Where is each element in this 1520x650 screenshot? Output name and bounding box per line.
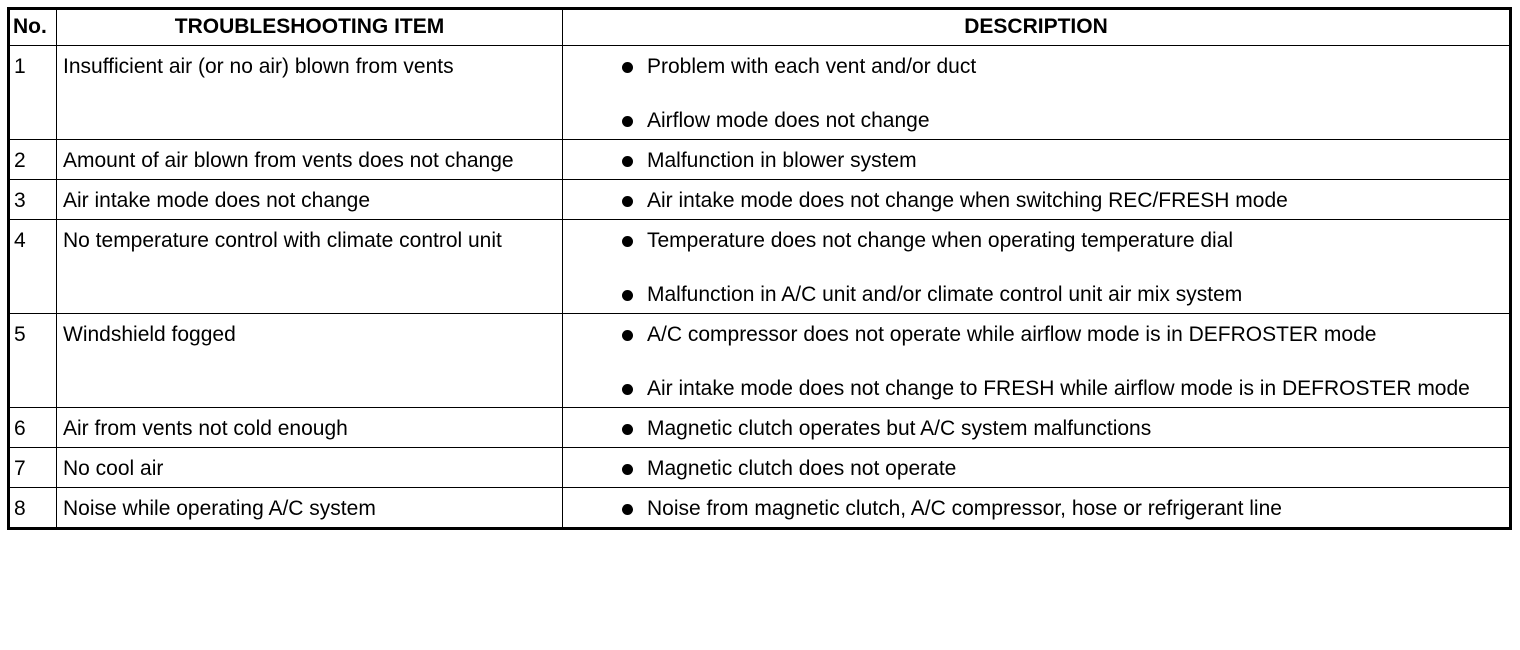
table-row: [9, 140, 1511, 180]
troubleshooting-item: Air from vents not cold enough: [57, 408, 563, 448]
description-item: [569, 52, 1503, 81]
description-list: [569, 146, 1503, 175]
bullet-icon: [622, 290, 633, 301]
bullet-icon: [622, 384, 633, 395]
description-list: [569, 226, 1503, 309]
description-text: Air intake mode does not change when switching REC/FRESH mode: [647, 189, 1288, 212]
troubleshooting-item: Noise while operating A/C system: [57, 488, 563, 529]
description-item: [569, 320, 1503, 349]
description-text: Problem with each vent and/or duct: [647, 55, 977, 78]
description-item: [569, 106, 1503, 135]
table-row: [9, 46, 1511, 140]
table-row: [9, 488, 1511, 529]
description-cell: [563, 180, 1511, 220]
bullet-icon: [622, 62, 633, 73]
troubleshooting-table-container: [7, 7, 1509, 530]
description-text: Airflow mode does not change: [647, 109, 930, 132]
troubleshooting-item: No cool air: [57, 448, 563, 488]
troubleshooting-item: No temperature control with climate control unit: [57, 220, 563, 314]
description-text: A/C compressor does not operate while airflow mode is in DEFROSTER mode: [647, 323, 1377, 346]
table-row: [9, 314, 1511, 408]
description-item: [569, 280, 1503, 309]
bullet-icon: [622, 196, 633, 207]
description-item: [569, 374, 1503, 403]
description-cell: [563, 408, 1511, 448]
table-row: [9, 180, 1511, 220]
row-number: 4: [9, 220, 57, 314]
bullet-icon: [622, 156, 633, 167]
troubleshooting-item: Windshield fogged: [57, 314, 563, 408]
table-row: [9, 408, 1511, 448]
description-list: [569, 186, 1503, 215]
bullet-icon: [622, 464, 633, 475]
table-row: [9, 220, 1511, 314]
bullet-icon: [622, 424, 633, 435]
row-number: 6: [9, 408, 57, 448]
troubleshooting-item: Air intake mode does not change: [57, 180, 563, 220]
description-list: [569, 494, 1503, 523]
description-text: Magnetic clutch does not operate: [647, 457, 957, 480]
description-item: [569, 226, 1503, 255]
row-number: 7: [9, 448, 57, 488]
row-number: 5: [9, 314, 57, 408]
description-cell: [563, 314, 1511, 408]
description-text: Magnetic clutch operates but A/C system malfunctions: [647, 417, 1152, 440]
description-text: Temperature does not change when operating temperature dial: [647, 229, 1234, 252]
description-cell: [563, 220, 1511, 314]
description-text: Malfunction in A/C unit and/or climate control unit air mix system: [647, 283, 1243, 306]
header-description: DESCRIPTION: [563, 9, 1511, 46]
troubleshooting-item: Amount of air blown from vents does not change: [57, 140, 563, 180]
description-cell: [563, 46, 1511, 140]
description-text: Air intake mode does not change to FRESH while airflow mode is in DEFROSTER mode: [647, 377, 1470, 400]
description-item: [569, 146, 1503, 175]
row-number: 1: [9, 46, 57, 140]
bullet-icon: [622, 236, 633, 247]
description-text: Malfunction in blower system: [647, 149, 917, 172]
description-list: [569, 454, 1503, 483]
description-item: [569, 454, 1503, 483]
description-item: [569, 414, 1503, 443]
troubleshooting-item: Insufficient air (or no air) blown from vents: [57, 46, 563, 140]
description-text: Noise from magnetic clutch, A/C compressor, hose or refrigerant line: [647, 497, 1282, 520]
row-number: 3: [9, 180, 57, 220]
bullet-icon: [622, 330, 633, 341]
description-item: [569, 494, 1503, 523]
troubleshooting-table: [7, 7, 1512, 530]
header-troubleshooting-item: TROUBLESHOOTING ITEM: [57, 9, 563, 46]
description-cell: [563, 448, 1511, 488]
bullet-icon: [622, 116, 633, 127]
description-list: [569, 414, 1503, 443]
description-cell: [563, 140, 1511, 180]
description-item: [569, 186, 1503, 215]
header-row: [9, 9, 1511, 46]
row-number: 8: [9, 488, 57, 529]
table-row: [9, 448, 1511, 488]
row-number: 2: [9, 140, 57, 180]
header-no: No.: [9, 9, 57, 46]
description-list: [569, 320, 1503, 403]
description-list: [569, 52, 1503, 135]
bullet-icon: [622, 504, 633, 515]
description-cell: [563, 488, 1511, 529]
